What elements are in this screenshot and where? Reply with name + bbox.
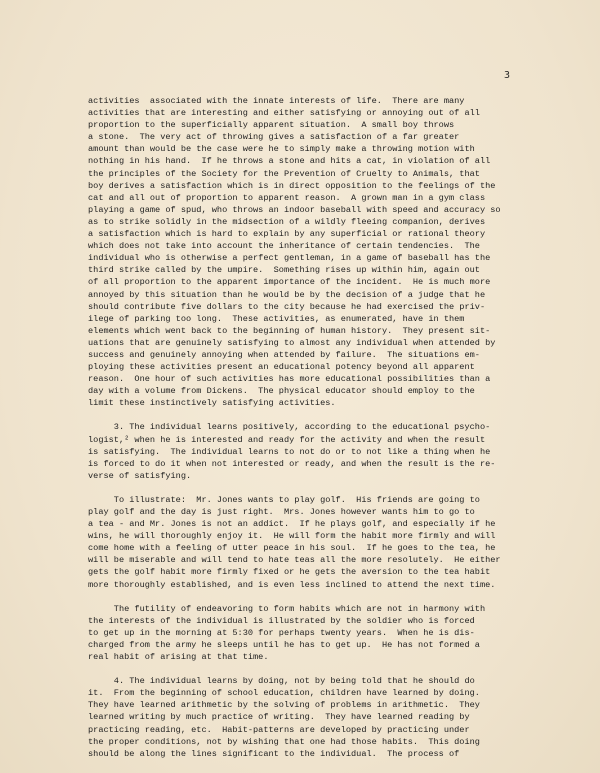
text-line: proportion to the superficially apparent situation. A small boy throws [88, 120, 455, 131]
text-line: which does not take into account the inheritance of certain tendencies. The [88, 241, 480, 252]
text-line: to get up in the morning at 5:30 for perhaps twenty years. When he is dis- [88, 627, 475, 638]
text-line: the proper conditions, not by wishing that one had those habits. This doing [88, 736, 480, 747]
text-line: learned writing by much practice of writing. They have learned reading by [88, 712, 470, 723]
text-line: cat and all out of proportion to apparent reason. A grown man in a gym class [88, 192, 486, 203]
text-line: activities associated with the innate interests of life. There are many [88, 96, 465, 106]
text-line: charged from the army he sleeps until he has to get up. He has not formed a [88, 639, 480, 650]
text-line: gets the golf habit more firmly fixed or he gets the aversion to the tea habit [88, 567, 491, 578]
text-line: 4. The individual learns by doing, not by being told that he should do [88, 676, 475, 687]
text-line: the interests of the individual is illustrated by the soldier who is forced [88, 615, 475, 626]
text-line: ploying these activities present an educational potency beyond all apparent [88, 362, 475, 373]
text-line: should be along the lines significant to the individual. The process of [88, 748, 460, 759]
text-line: a tea - and Mr. Jones is not an addict. If he plays golf, and especially if he [88, 519, 496, 530]
text-line: annoyed by this situation than he would be by the decision of a judge that he [88, 289, 486, 300]
text-line: ilege of parking too long. These activities, as enumerated, have in them [88, 313, 465, 324]
text-line: logist,² when he is interested and ready for the activity and when the result [88, 434, 486, 445]
text-line: day with a volume from Dickens. The physical educator should employ to the [88, 386, 475, 397]
text-line: of all proportion to the apparent importance of the incident. He is much more [88, 277, 491, 288]
text-line: nothing in his hand. If he throws a stone and hits a cat, in violation of all [88, 156, 491, 167]
paragraph [88, 603, 538, 663]
paragraph [88, 494, 538, 591]
text-line: practicing reading, etc. Habit-patterns are developed by practicing under [88, 724, 470, 735]
text-line: boy derives a satisfaction which is in direct opposition to the feelings of the [88, 180, 496, 191]
text-line: third strike called by the umpire. Something rises up within him, again out [88, 265, 480, 276]
text-line: The futility of endeavoring to form habits which are not in harmony with [88, 603, 486, 614]
text-line: elements which went back to the beginning of human history. They present sit- [88, 325, 491, 336]
text-line: should contribute five dollars to the city because he had exercised the priv- [88, 301, 486, 312]
text-line: come home with a feeling of utter peace in his soul. If he goes to the tea, he [88, 543, 496, 554]
text-line: more thoroughly established, and is even less inclined to attend the next time. [88, 579, 496, 590]
text-line: a satisfaction which is hard to explain by any superficial or rational theory [88, 229, 486, 240]
text-line: playing a game of spud, who throws an indoor baseball with speed and accuracy so [88, 204, 501, 215]
body-text [88, 95, 538, 760]
text-line: limit these instinctively satisfying activities. [88, 398, 336, 409]
text-line: verse of satisfying. [88, 470, 192, 481]
text-line: the principles of the Society for the Prevention of Cruelty to Animals, that [88, 168, 480, 179]
text-line: as to strike solidly in the midsection of a wildly fleeing companion, derives [88, 216, 486, 227]
text-line: activities that are interesting and either satisfying or annoying out of all [88, 108, 480, 119]
text-line: uations that are genuinely satisfying to almost any individual when attended by [88, 337, 496, 348]
text-line: They have learned arithmetic by the solving of problems in arithmetic. They [88, 700, 480, 711]
text-line: real habit of arising at that time. [88, 652, 269, 663]
paragraph [88, 675, 538, 760]
text-line: individual who is otherwise a perfect gentleman, in a game of baseball has the [88, 253, 491, 264]
text-line: wins, he will thoroughly enjoy it. He will form the habit more firmly and will [88, 531, 496, 542]
text-line: reason. One hour of such activities has more educational possibilities than a [88, 374, 491, 385]
text-line: To illustrate: Mr. Jones wants to play golf. His friends are going to [88, 494, 480, 505]
paragraph [88, 421, 538, 481]
text-line: is satisfying. The individual learns to not do or to not like a thing when he [88, 446, 491, 457]
text-line: will be miserable and will tend to hate teas all the more resolutely. He either [88, 555, 501, 566]
text-line: a stone. The very act of throwing gives a satisfaction of a far greater [88, 132, 460, 143]
text-line: 3. The individual learns positively, according to the educational psycho- [88, 422, 491, 433]
page-number: 3 [504, 70, 511, 81]
text-line: is forced to do it when not interested or ready, and when the result is the re- [88, 458, 496, 469]
text-line: amount than would be the case were he to simply make a throwing motion with [88, 144, 475, 155]
paragraph [88, 95, 538, 409]
text-line: success and genuinely annoying when attended by failure. The situations em- [88, 349, 480, 360]
text-line: play golf and the day is just right. Mrs. Jones however wants him to go to [88, 507, 475, 517]
text-line: it. From the beginning of school education, children have learned by doing. [88, 688, 480, 699]
